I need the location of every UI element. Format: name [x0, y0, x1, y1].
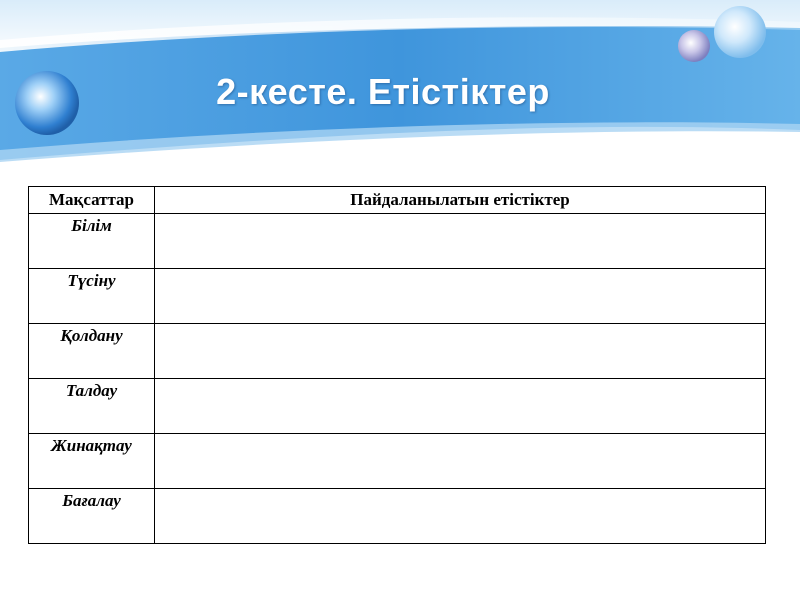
decorative-orb-right-small: [678, 30, 710, 62]
goal-cell: Түсіну: [29, 269, 155, 324]
table-row: [29, 214, 766, 269]
verbs-cell[interactable]: [155, 214, 766, 269]
goal-cell: Талдау: [29, 379, 155, 434]
verbs-cell[interactable]: [155, 269, 766, 324]
column-header-goals: Мақсаттар: [29, 187, 155, 214]
verbs-cell[interactable]: [155, 489, 766, 544]
table-row: [29, 324, 766, 379]
table-row: [29, 434, 766, 489]
verbs-table: [28, 186, 766, 544]
verbs-cell[interactable]: [155, 434, 766, 489]
goal-cell: Қолдану: [29, 324, 155, 379]
table-row: [29, 379, 766, 434]
goal-cell: Білім: [29, 214, 155, 269]
goal-cell: Жинақтау: [29, 434, 155, 489]
decorative-orb-right-large: [714, 6, 766, 58]
verbs-cell[interactable]: [155, 324, 766, 379]
table-header-row: [29, 187, 766, 214]
verbs-cell[interactable]: [155, 379, 766, 434]
slide-title: 2-кесте. Етістіктер: [216, 71, 550, 112]
goal-cell: Бағалау: [29, 489, 155, 544]
column-header-verbs: Пайдаланылатын етістіктер: [155, 187, 766, 214]
table-row: [29, 489, 766, 544]
table-row: [29, 269, 766, 324]
